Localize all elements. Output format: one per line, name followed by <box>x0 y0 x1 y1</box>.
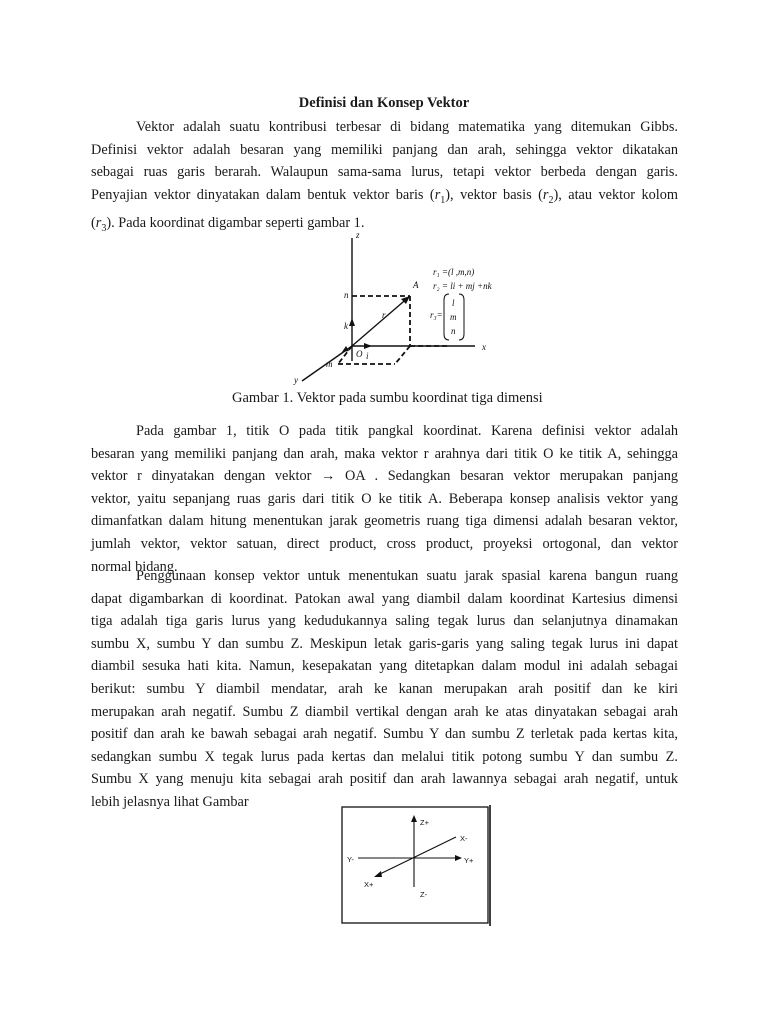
page-title: Definisi dan Konsep Vektor <box>298 95 470 111</box>
paragraph-line: lebih jelasnya lihat Gambar <box>91 793 249 810</box>
column-entry-m: m <box>450 312 457 322</box>
x-plus-label: X+ <box>364 880 374 889</box>
arrow-head <box>364 343 372 349</box>
vector-3d-diagram <box>250 226 550 388</box>
paragraph-line: tiga adalah tiga garis lurus yang kedudukannya saling tegak lurus dan selanjutnya dinamakan <box>91 613 678 630</box>
x-axis-label: x <box>482 342 486 352</box>
x-minus-label: X- <box>460 834 468 843</box>
n-label: n <box>344 290 349 300</box>
i-label: i <box>366 351 369 361</box>
paragraph-line: dapat digambarkan di koordinat. Patokan awal yang diambil dalam koordinat Kartesius dimensi <box>91 590 678 607</box>
paragraph-line: sumbu X, sumbu Y dan sumbu Z. Meskipun letak garis-garis yang saling tegak lurus ini dapat <box>91 635 678 652</box>
r-label: r <box>382 310 386 320</box>
z-axis-label: z <box>356 230 360 240</box>
axis-orientation-diagram <box>340 805 492 927</box>
paragraph-axis-convention <box>91 565 678 814</box>
paragraph-line: Vektor adalah suatu kontribusi terbesar di bidang matematika yang ditemukan Gibbs. <box>136 119 678 135</box>
paragraph-line: sedangkan sumbu X tegak lurus pada kertas dan melalui titik potong sumbu Y dan sumbu Z. <box>91 748 678 765</box>
point-a-label: A <box>413 280 419 290</box>
figure-frame <box>342 807 488 923</box>
y-minus-label: Y- <box>347 855 354 864</box>
equation-column-label: r₃= <box>430 310 443 320</box>
paragraph-definition <box>91 116 678 241</box>
paragraph-line: vektor r dinyatakan dengan vektor → OA . Sedangkan besaran vektor merupakan panjang <box>91 468 678 485</box>
equation-basis-vector: r₂ = li + mj +nk <box>433 281 492 291</box>
y-plus-label: Y+ <box>464 856 474 865</box>
arrow-head <box>349 318 355 326</box>
paragraph-line: Penggunaan konsep vektor untuk menentukan suatu jarak spasial karena bangun ruang <box>136 568 678 584</box>
paragraph-line: Sumbu X yang menuju kita sebagai arah positif dan arah lawannya sebagai arah negatif, untuk <box>91 771 678 788</box>
paragraph-line: merupakan arah negatif. Sumbu Z diambil vertikal dengan arah ke atas dinyatakan sebagai arah <box>91 703 678 720</box>
equation-row-vector: r₁ =(l ,m,n) <box>433 267 475 277</box>
k-label: k <box>344 321 348 331</box>
z-plus-label: Z+ <box>420 818 429 827</box>
figure-1-caption: Gambar 1. Vektor pada sumbu koordinat tiga dimensi <box>232 390 543 406</box>
column-entry-l: l <box>452 298 455 308</box>
z-minus-label: Z- <box>420 890 428 899</box>
column-entry-n: n <box>451 326 456 336</box>
y-axis-label: y <box>294 375 298 385</box>
paragraph-figure-explanation <box>91 420 678 578</box>
origin-label: O <box>356 349 363 359</box>
paragraph-line: berikut: sumbu Y diambil mendatar, arah ke kanan merupakan arah positif dan ke kiri <box>91 680 678 697</box>
paragraph-line: sebagai ruas garis berarah. Walaupun sama-sama lurus, tetapi vektor berbeda dengan garis. <box>91 164 678 181</box>
paragraph-line: diambil sesuka hati kita. Namun, kesepakatan yang ditetapkan dalam modul ini adalah sebagai <box>91 658 678 675</box>
paragraph-line: Definisi vektor adalah besaran yang memiliki panjang dan arah, sehingga vektor dikatakan <box>91 141 678 158</box>
paragraph-line: $(r_3)$. Pada koordinat digambar seperti gambar 1. <box>91 215 365 235</box>
paragraph-line: jumlah vektor, vektor satuan, direct product, cross product, proyeksi ortogonal, dan vektor <box>91 535 678 552</box>
paragraph-line: besaran yang memiliki panjang dan arah, maka vektor r arahnya dari titik O ke titik A, sehingga <box>91 445 678 462</box>
paragraph-line: dimanfatkan dalam hitung menentukan jarak geometris ruang tiga dimensi adalah besaran vektor, <box>91 513 678 530</box>
paragraph-line: Penyajian vektor dinyatakan dalam bentuk vektor baris $(r_1)$, vektor basis $(r_2)$, atau vektor kolom <box>91 186 678 206</box>
paragraph-line: vektor, yaitu sepanjang ruas garis dari titik O ke titik A. Beberapa konsep analisis vektor yang <box>91 490 678 507</box>
paragraph-line: normal bidang. <box>91 558 178 575</box>
m-label: m <box>326 359 333 369</box>
paragraph-line: Pada gambar 1, titik O pada titik pangkal koordinat. Karena definisi vektor adalah <box>136 423 678 439</box>
vector-r <box>352 296 410 346</box>
paragraph-line: positif dan arah ke bawah sebagai arah negatif. Sumbu Y dan sumbu Z terletak pada kertas kita, <box>91 726 678 743</box>
projection-box <box>338 296 450 364</box>
